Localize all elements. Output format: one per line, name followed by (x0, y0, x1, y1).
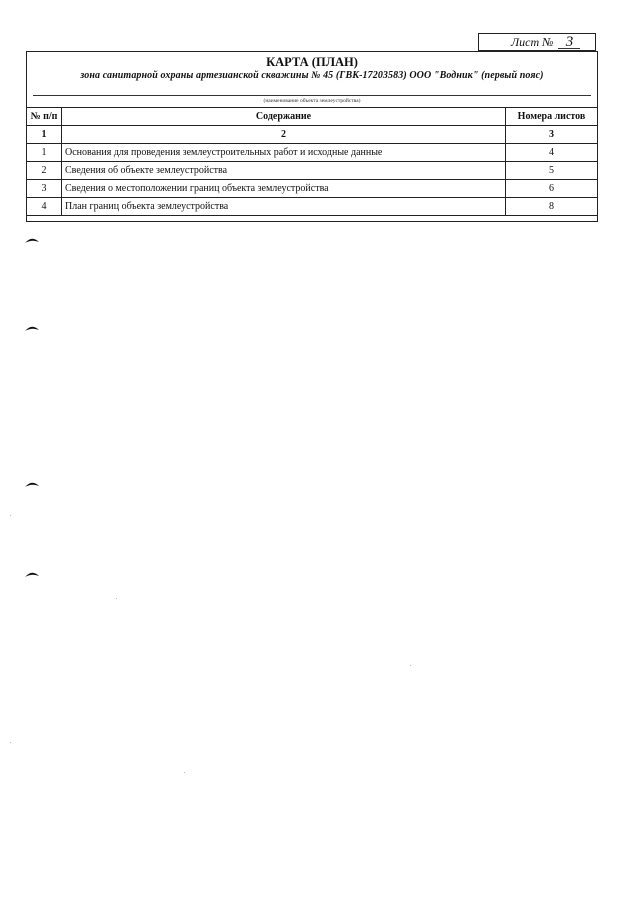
row-content: План границ объекта землеустройства (62, 198, 506, 216)
punch-hole-mark-icon (24, 236, 40, 244)
scan-speck (10, 515, 11, 516)
scan-speck (10, 742, 11, 743)
scan-speck (116, 598, 117, 599)
name-underline (33, 95, 591, 96)
table-row (27, 162, 598, 180)
document-frame (26, 51, 598, 222)
row-number: 3 (27, 180, 62, 198)
column-number: 1 (27, 126, 62, 144)
table-row (27, 180, 598, 198)
row-page: 4 (506, 144, 598, 162)
punch-hole-mark-icon (24, 480, 40, 488)
scan-speck (184, 772, 185, 773)
sheet-number-box (478, 33, 596, 51)
table-row (27, 144, 598, 162)
scan-speck (410, 665, 411, 666)
row-content: Сведения об объекте землеустройства (62, 162, 506, 180)
punch-hole-mark-icon (24, 570, 40, 578)
column-number: 2 (62, 126, 506, 144)
row-page: 8 (506, 198, 598, 216)
header-content: Содержание (62, 108, 506, 126)
table-header-row (27, 108, 598, 126)
sheet-label: Лист № (511, 35, 554, 49)
row-number: 1 (27, 144, 62, 162)
row-content: Основания для проведения землеустроительных работ и исходные данные (62, 144, 506, 162)
punch-hole-mark-icon (24, 324, 40, 332)
table-row (27, 198, 598, 216)
row-content: Сведения о местоположении границ объекта землеустройства (62, 180, 506, 198)
name-caption: (наименование объекта землеустройства) (263, 98, 361, 104)
column-number-row (27, 126, 598, 144)
row-page: 5 (506, 162, 598, 180)
header-number: № п/п (27, 108, 62, 126)
header-pages: Номера листов (506, 108, 598, 126)
contents-table (26, 107, 598, 216)
row-page: 6 (506, 180, 598, 198)
row-number: 4 (27, 198, 62, 216)
sheet-number: 3 (558, 36, 580, 49)
column-number: 3 (506, 126, 598, 144)
document-subtitle: зона санитарной охраны артезианской скважины № 45 (ГВК-17203583) ООО "Водник" (первый пояс) (80, 70, 544, 81)
row-number: 2 (27, 162, 62, 180)
document-title: КАРТА (ПЛАН) (266, 55, 358, 69)
